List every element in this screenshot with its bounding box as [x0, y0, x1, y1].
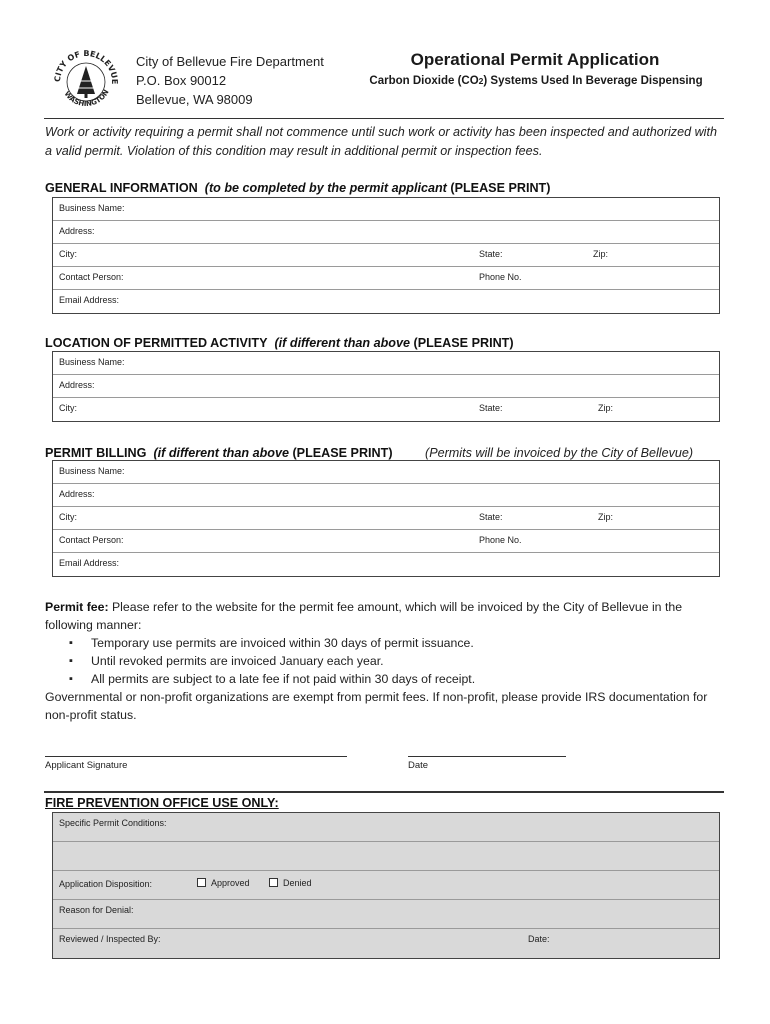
billing-email-field[interactable]: [53, 553, 719, 576]
general-business-field[interactable]: [53, 198, 719, 221]
signature-date-line[interactable]: [408, 756, 566, 757]
city-seal-logo: [50, 44, 122, 116]
location-state-label: State:: [479, 403, 503, 413]
fee-bullet: ▪ All permits are subject to a late fee if not paid within 30 days of receipt.: [91, 670, 727, 688]
approved-checkbox[interactable]: [197, 878, 206, 887]
approved-label: Approved: [211, 878, 250, 888]
general-heading-tail: (PLEASE PRINT): [450, 181, 551, 195]
fee-exempt-text: Governmental or non-profit organizations are exempt from permit fees. If non-profit, please provide IRS documentation for non-profit status.: [45, 690, 708, 722]
billing-box: [52, 460, 720, 577]
billing-city-label: City:: [59, 512, 77, 522]
billing-address-field[interactable]: [53, 484, 719, 507]
location-address-field[interactable]: [53, 375, 719, 398]
general-address-label: Address:: [59, 226, 95, 236]
subtitle-subscript: 2: [478, 76, 484, 86]
general-contact-row[interactable]: [53, 267, 719, 290]
fee-intro-text: Please refer to the website for the permit fee amount, which will be invoiced by the City of Bellevue in the following manner:: [45, 600, 683, 632]
billing-heading-tail: (PLEASE PRINT): [292, 446, 393, 460]
location-business-field[interactable]: [53, 352, 719, 375]
permit-notice: Work or activity requiring a permit shall not commence until such work or activity has been inspected and authorized with a valid permit. Violation of this condition may result in additional permit or inspection fees.: [45, 125, 717, 158]
billing-state-label: State:: [479, 512, 503, 522]
office-reviewed-label: Reviewed / Inspected By:: [59, 934, 161, 944]
general-address-field[interactable]: [53, 221, 719, 244]
svg-text:CITY OF BELLEVUE: CITY OF BELLEVUE: [52, 48, 120, 85]
denied-checkbox[interactable]: [269, 878, 278, 887]
general-contact-label: Contact Person:: [59, 272, 124, 282]
fee-bullet-list: [45, 634, 727, 688]
billing-contact-label: Contact Person:: [59, 535, 124, 545]
general-email-label: Email Address:: [59, 295, 120, 305]
billing-business-label: Business Name:: [59, 466, 125, 476]
denied-label: Denied: [283, 878, 312, 888]
denied-option[interactable]: [269, 878, 312, 888]
billing-heading-italic: (if different than above: [153, 446, 289, 460]
billing-business-field[interactable]: [53, 461, 719, 484]
fee-bullet: ▪ Until revoked permits are invoiced January each year.: [91, 652, 727, 670]
general-business-label: Business Name:: [59, 203, 125, 213]
general-zip-label: Zip:: [593, 249, 609, 259]
subtitle-text-b: ) Systems Used In Beverage Dispensing: [483, 75, 703, 87]
location-box: [52, 351, 720, 422]
form-title: Operational Permit Application: [410, 50, 660, 69]
billing-city-row[interactable]: [53, 507, 719, 530]
billing-email-label: Email Address:: [59, 558, 120, 568]
office-use-box: [52, 812, 720, 959]
location-city-label: City:: [59, 403, 77, 413]
applicant-signature-label: Applicant Signature: [45, 760, 128, 771]
subtitle-text-a: Carbon Dioxide (CO: [369, 75, 479, 87]
office-date-label: Date:: [528, 934, 550, 944]
general-city-row[interactable]: [53, 244, 719, 267]
city-state-zip: Bellevue, WA 98009: [136, 92, 253, 107]
applicant-signature-line[interactable]: [45, 756, 347, 757]
location-business-label: Business Name:: [59, 357, 125, 367]
billing-heading: [45, 446, 393, 460]
general-city-label: City:: [59, 249, 77, 259]
fee-label: Permit fee:: [45, 600, 109, 614]
form-subtitle: [348, 75, 724, 87]
office-disposition-label: Application Disposition:: [59, 879, 153, 889]
office-conditions-field-2[interactable]: [53, 842, 719, 871]
office-reason-field[interactable]: [53, 900, 719, 929]
permit-fee-section: [45, 598, 727, 724]
general-info-heading: [45, 181, 550, 195]
office-use-heading: FIRE PREVENTION OFFICE USE ONLY:: [45, 796, 279, 810]
billing-heading-text: PERMIT BILLING: [45, 446, 147, 460]
office-conditions-label: Specific Permit Conditions:: [59, 818, 167, 828]
office-divider: [44, 791, 724, 793]
svg-text:WASHINGTON: WASHINGTON: [62, 88, 111, 109]
general-state-label: State:: [479, 249, 503, 259]
location-heading-text: LOCATION OF PERMITTED ACTIVITY: [45, 336, 268, 350]
billing-contact-row[interactable]: [53, 530, 719, 553]
location-city-row[interactable]: [53, 398, 719, 421]
general-heading-italic: (to be completed by the permit applicant: [204, 181, 447, 195]
location-heading: [45, 336, 514, 350]
general-heading-text: GENERAL INFORMATION: [45, 181, 198, 195]
location-zip-label: Zip:: [598, 403, 614, 413]
fee-intro: [45, 598, 727, 634]
department-name: City of Bellevue Fire Department: [136, 54, 324, 69]
location-heading-tail: (PLEASE PRINT): [413, 336, 514, 350]
general-info-box: [52, 197, 720, 314]
billing-invoice-note: (Permits will be invoiced by the City of Bellevue): [425, 446, 694, 460]
location-address-label: Address:: [59, 380, 95, 390]
office-disposition-row: [53, 871, 719, 900]
department-address: [136, 52, 324, 109]
billing-address-label: Address:: [59, 489, 95, 499]
general-email-field[interactable]: [53, 290, 719, 313]
office-reviewed-row[interactable]: [53, 929, 719, 958]
signature-date-label: Date: [408, 760, 429, 771]
approved-option[interactable]: [197, 878, 250, 888]
header-divider: [44, 118, 724, 119]
billing-phone-label: Phone No.: [479, 535, 522, 545]
office-conditions-field[interactable]: [53, 813, 719, 842]
fee-bullet: ▪ Temporary use permits are invoiced within 30 days of permit issuance.: [91, 634, 727, 652]
billing-zip-label: Zip:: [598, 512, 614, 522]
location-heading-italic: (if different than above: [274, 336, 410, 350]
po-box: P.O. Box 90012: [136, 73, 227, 88]
general-phone-label: Phone No.: [479, 272, 522, 282]
office-reason-label: Reason for Denial:: [59, 905, 134, 915]
